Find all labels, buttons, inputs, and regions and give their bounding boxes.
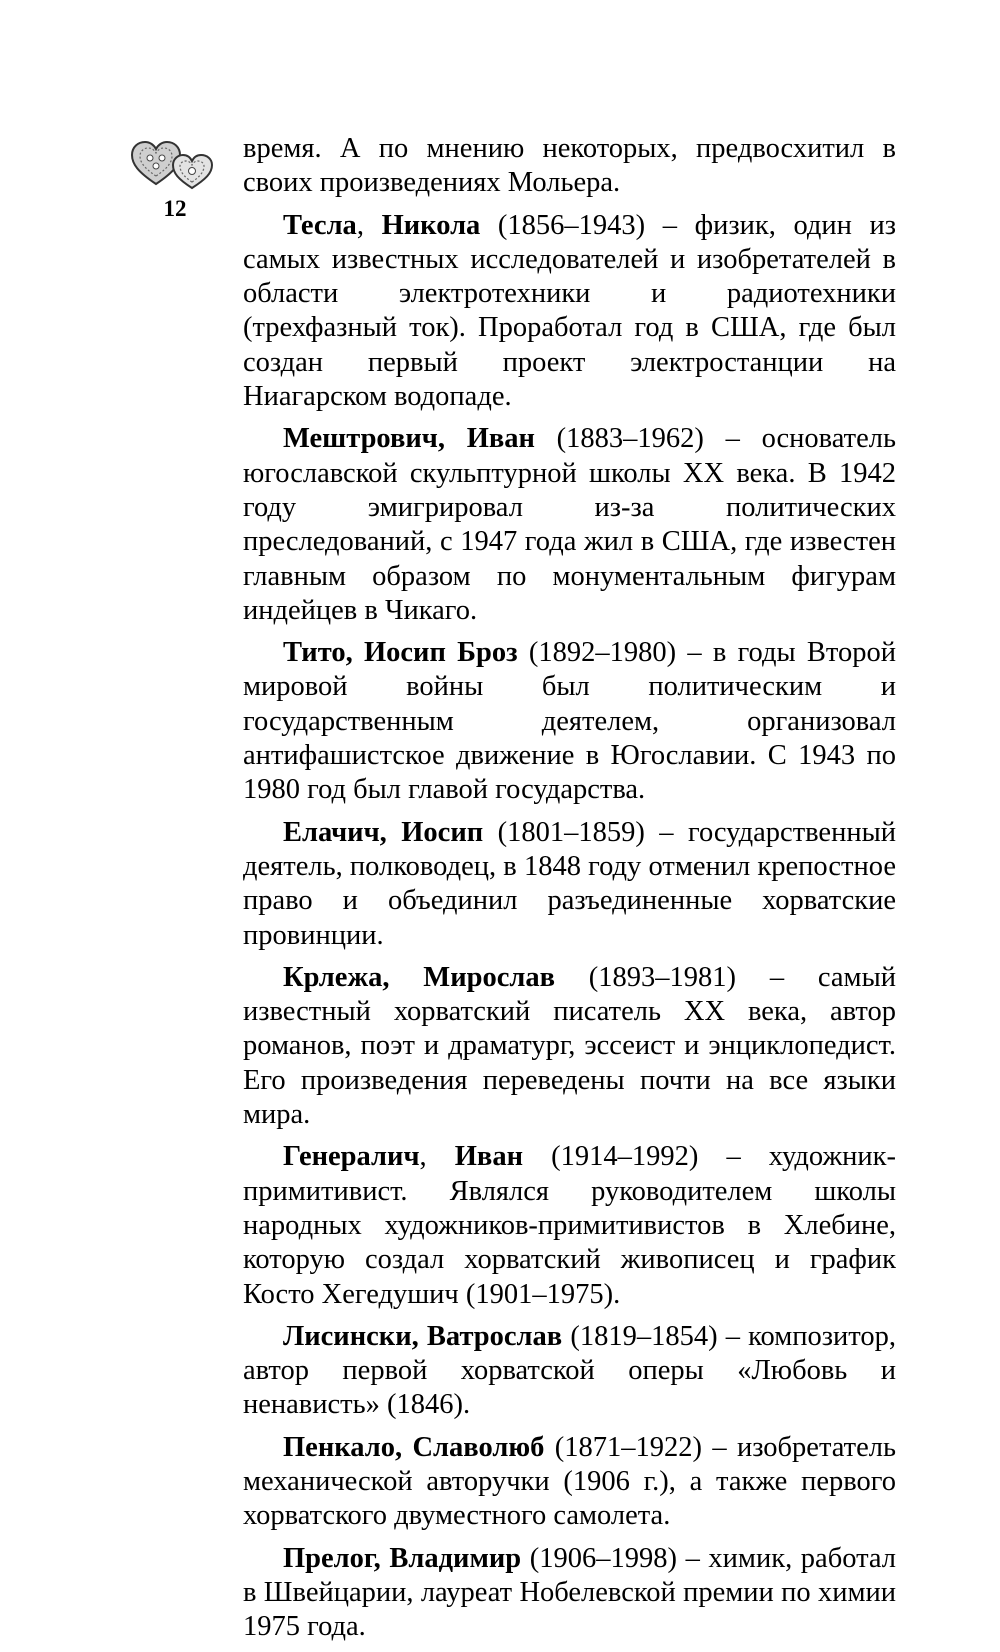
entry-text: (1893–1981) – самый известный хорватский писатель XX века, автор романов, поэт и драматург, эссеист и энциклопедист. Его произведения переведены почти на все языки мира. (243, 961, 896, 1131)
biography-entry (243, 961, 896, 1132)
person-given-name: Иван (454, 1141, 523, 1173)
person-name: Прелог, Владимир (283, 1542, 522, 1574)
entry-text: (1883–1962) – основатель югославской скульптурной школы XX века. В 1942 году эмигрировал из-за политических преследований, с 1947 года жил в США, где известен главным образом по монументальным фигурам индейцев в Чикаго. (243, 423, 896, 626)
page-number: 12 (163, 196, 187, 221)
person-name: Тесла (283, 209, 357, 241)
entry-text: (1856–1943) – физик, один из самых известных исследователей и изобретателей в области электротехники и радиотехники (трехфазный ток). Проработал год в США, где был создан первый проект электростанции на Ниагарском водопаде. (243, 209, 897, 413)
person-given-name: Никола (381, 209, 481, 241)
biography-entry (243, 816, 896, 953)
person-name: Мештрович, Иван (283, 423, 535, 455)
person-name: Елачич, Иосип (283, 816, 484, 848)
hearts-icon (128, 138, 220, 190)
name-separator: , (356, 209, 382, 241)
entry-text: (1819–1854) – композитор, автор первой хорватской оперы «Любовь и ненависть» (1846). (243, 1320, 897, 1421)
biography-entry (243, 209, 896, 415)
biography-entry (243, 1320, 896, 1423)
person-name: Крлежа, Мирослав (283, 961, 555, 993)
biography-text (243, 132, 896, 1652)
person-name: Генералич (283, 1141, 420, 1173)
biography-entry (243, 422, 896, 628)
name-separator: , (419, 1141, 455, 1173)
entry-text: (1906–1998) – химик, работал в Швейцарии, лауреат Нобелевской премии по химии 1975 года. (243, 1542, 896, 1643)
continuation-paragraph (243, 132, 896, 201)
biography-entry (243, 1542, 896, 1645)
person-name: Лисински, Ватрослав (283, 1320, 563, 1352)
entry-text: (1914–1992) – художник-примитивист. Являлся руководителем школы народных художников-примитивистов в Хлебине, которую создал хорватский живописец и график Косто Хегедушич (1901–1975). (243, 1141, 896, 1310)
person-name: Пенкало, Славолюб (283, 1431, 545, 1463)
entry-text: (1801–1859) – государственный деятель, полководец, в 1848 году отменил крепостное право и объединил разъединенные хорватские провинции. (243, 816, 896, 951)
biography-entry (243, 636, 896, 807)
entry-text: (1871–1922) – изобретатель механической авторучки (1906 г.), а также первого хорватского двуместного самолета. (243, 1431, 896, 1532)
biography-entry (243, 1140, 896, 1311)
biography-entry (243, 1431, 896, 1534)
person-name: Тито, Иосип Броз (283, 637, 518, 669)
entry-text: время. А по мнению некоторых, предвосхитил в своих произведениях Мольера. (243, 133, 896, 199)
entry-text: (1892–1980) – в годы Второй мировой войны был политическим и государственным деятелем, организовал антифашистское движение в Югославии. С 1943 по 1980 год был главой государства. (243, 637, 896, 806)
